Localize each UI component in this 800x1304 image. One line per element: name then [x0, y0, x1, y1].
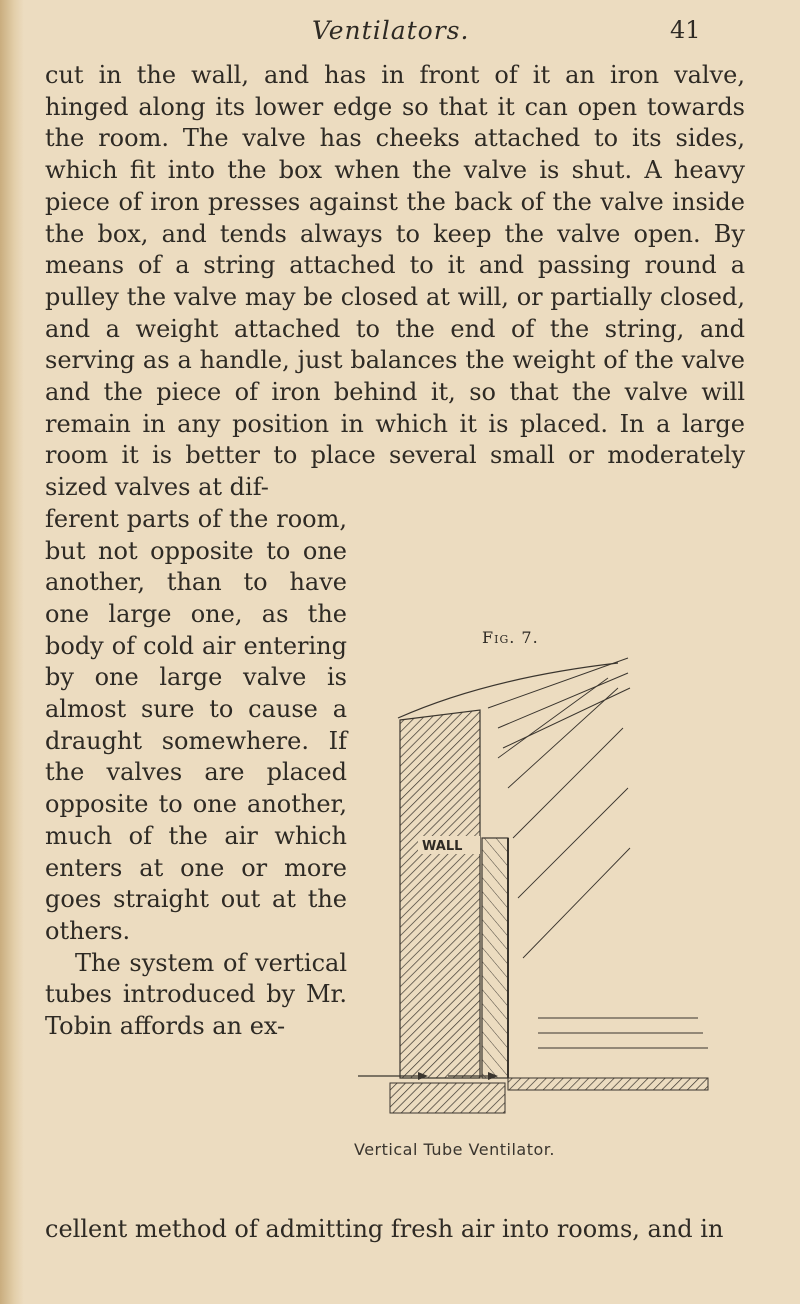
- vertical-tube-ventilator-diagram: [348, 648, 768, 1138]
- last-line: cellent method of admitting fresh air into rooms, and in: [45, 1215, 724, 1243]
- vertical-tube: [482, 838, 508, 1078]
- paragraph-full-width: cut in the wall, and has in front of it an iron valve, hinged along its lower edge so that it can open towards the room. The valve has cheeks attached to its sides, which fit into the box when the valve is shut. A heavy piece of iron presses against the back of the valve inside the box, and tends always to keep the valve open. By means of a string attached to it and passing round a pulley the valve may be closed at will, or partially closed, and a weight attached to the end of the string, and serving as a handle, just balances the weight of the valve and the piece of iron behind it, so that the valve will remain in any position in which it is placed. In a large room it is better to place several small or moderately sized valves at dif-: [45, 61, 745, 502]
- inlet-duct: [390, 1083, 505, 1113]
- paragraph-tobin: The system of vertical tubes introduced by Mr. Tobin affords an ex-: [45, 948, 347, 1041]
- figure-caption: Vertical Tube Ventilator.: [354, 1140, 555, 1159]
- floor-beam: [508, 1078, 708, 1090]
- wall-section: [400, 710, 480, 1078]
- page-edge-shadow: [0, 0, 24, 1304]
- figure-label: Fig. 7.: [482, 628, 539, 647]
- paragraph-wrapped: ferent parts of the room, but not opposite to one another, than to have one large one, as the body of cold air entering by one large valve is almost sure to cause a draught somewhere. If the valves are placed opposite to one another, much of the air which enters at one or more goes straight out at the others.: [45, 504, 347, 945]
- running-title: Ventilators.: [312, 16, 470, 45]
- page-number: 41: [670, 16, 701, 44]
- wall-label: WALL: [422, 839, 463, 854]
- figure-7: [348, 628, 768, 1168]
